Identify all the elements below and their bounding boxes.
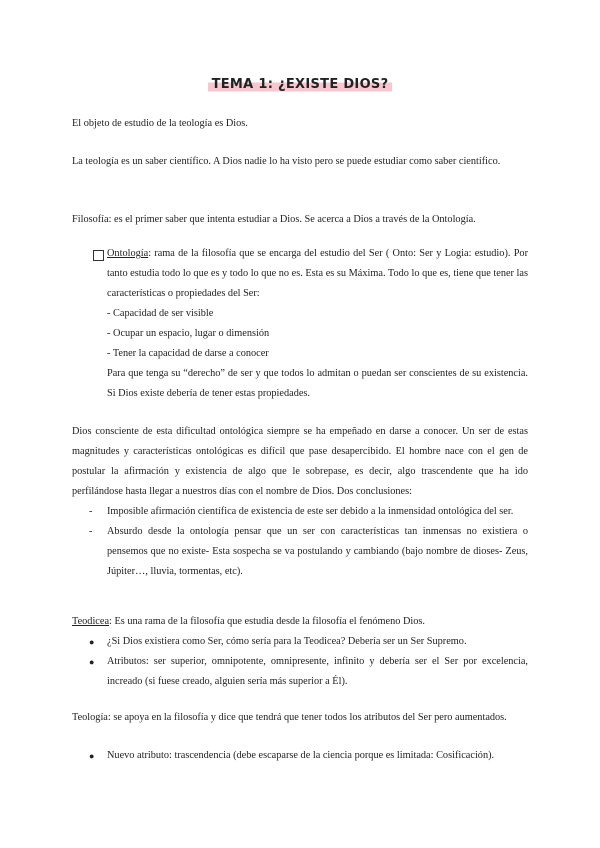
bullet-dot-icon: ● (89, 657, 95, 667)
title-wrap (0, 76, 600, 93)
paragraph-dios-consciente: Dios consciente de esta dificultad ontológica siempre se ha empeñado en darse a conocer. Un ser de estas magnitudes y características ontológicas es difícil que pase desapercibido. El hombre nace con el gen de postular la afirmación y existencia de algo que le sobrepase, es decir, algo trascendente que ha ido perfilándose hasta llegar a nuestros días con el nombre de Dios. Dos conclusiones: (72, 426, 528, 497)
ontologia-closing: Para que tenga su “derecho” de ser y que todos lo admitan o puedan ser conscientes de su existencia. Si Dios existe debería de tener estas propiedades. (107, 368, 528, 399)
paragraph-filosofia: Filosofía: es el primer saber que intenta estudiar a Dios. Se acerca a Dios a través de la Ontología. (72, 214, 476, 225)
checkbox-icon (93, 250, 104, 261)
list-item: ● ¿Si Dios existiera como Ser, cómo sería para la Teodicea? Debería ser un Ser Supremo. (72, 632, 528, 652)
bullet-dot-icon: ● (89, 637, 95, 647)
ontologia-definition (107, 244, 528, 304)
teodicea-list (72, 632, 528, 692)
list-item: ● Atributos: ser superior, omnipotente, omnipresente, infinito y debería ser el Ser por excelencia, increado (si fuese creado, alguien sería más superior a Él). (72, 652, 528, 692)
list-item: ● Nuevo atributo: trascendencia (debe escaparse de la ciencia porque es limitada: Cosificación). (72, 746, 528, 766)
ontologia-item: - Capacidad de ser visible (107, 308, 214, 319)
conclusiones-list (72, 502, 528, 582)
ontologia-item: - Tener la capacidad de darse a conocer (107, 348, 269, 359)
teodicea-term: Teodicea (72, 616, 110, 627)
teodicea-text: : Es una rama de la filosofía que estudia desde la filosofía el fenómeno Dios. (109, 616, 425, 627)
ontologia-item: - Ocupar un espacio, lugar o dimensión (107, 328, 270, 339)
bullet-dot-icon: ● (89, 751, 95, 761)
ontologia-section (107, 244, 528, 404)
paragraph-teologia-saber: La teología es un saber científico. A Dios nadie lo ha visto pero se puede estudiar como saber científico. (72, 156, 501, 167)
ontologia-text: : rama de la filosofía que se encarga del estudio del Ser ( Onto: Ser y Logia: estudio). Por tanto estudia todo lo que es y todo lo que no es. Esta es su Máxima. Todo lo que es, tiene que tener las características o propiedades del Ser: (107, 248, 528, 299)
dash-bullet-icon: - (89, 526, 93, 537)
paragraph-teologia: Teología: se apoya en la filosofía y dice que tendrá que tener todos los atributos del Ser pero aumentados. (72, 712, 507, 723)
paragraph-objeto: El objeto de estudio de la teología es Dios. (72, 118, 248, 129)
dash-bullet-icon: - (89, 506, 93, 517)
paragraph-teodicea (72, 612, 528, 632)
list-item: - Imposible afirmación científica de existencia de este ser debido a la inmensidad ontológica del ser. (72, 502, 528, 522)
page-title: TEMA 1: ¿EXISTE DIOS? (208, 76, 393, 93)
ontologia-term: Ontología (107, 248, 149, 259)
teologia-list (72, 746, 528, 766)
list-item: - Absurdo desde la ontología pensar que un ser con características tan inmensas no existiera o pensemos que no existe- Esta sospecha se va postulando y cambiando (bajo nombre de dioses- Zeus, Júpiter…, lluvia, tormentas, etc). (72, 522, 528, 582)
